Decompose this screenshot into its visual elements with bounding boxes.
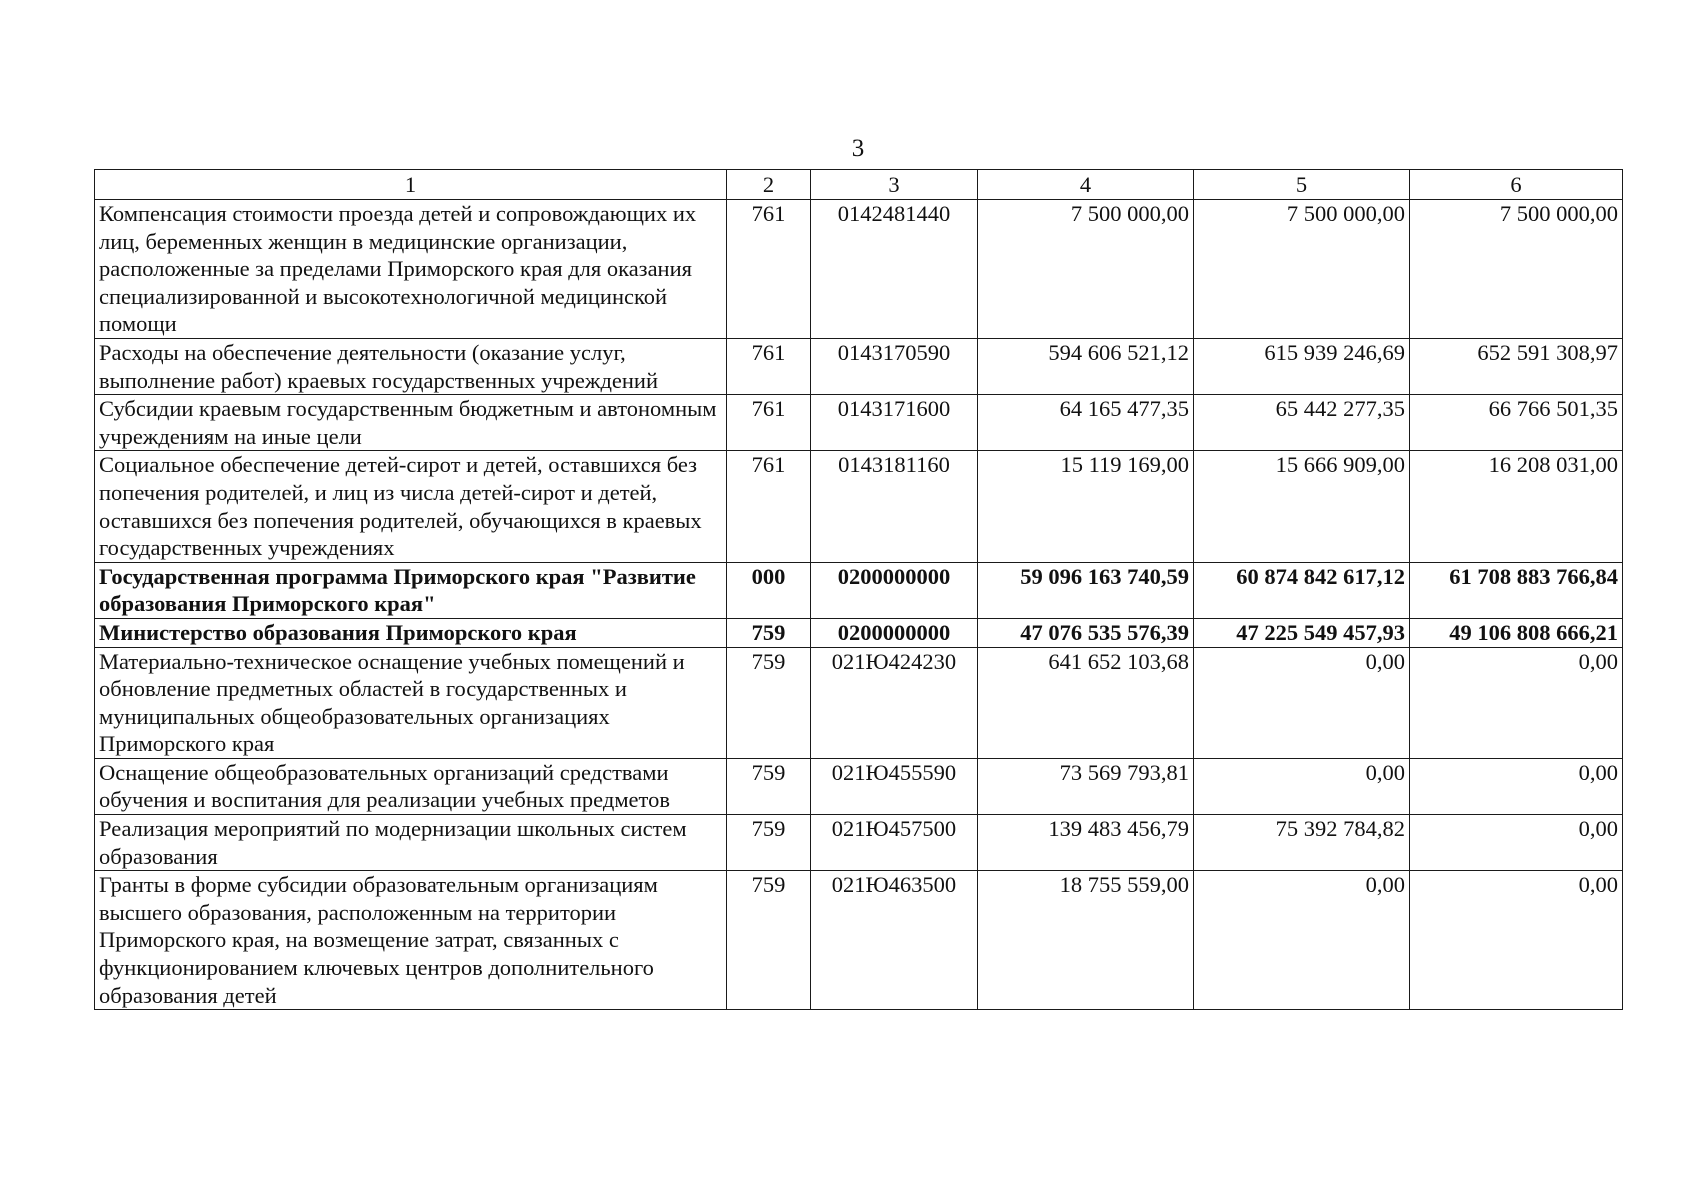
- amount-year1-cell: 73 569 793,81: [978, 758, 1194, 814]
- amount-year2-cell: 60 874 842 617,12: [1194, 562, 1410, 618]
- expenditure-name-cell: Компенсация стоимости проезда детей и сопровождающих их лиц, беременных женщин в медицинские организации, расположенные за пределами Приморского края для оказания специализированной и высокотехнологичной медицинской помощи: [95, 200, 727, 339]
- amount-year1-cell: 64 165 477,35: [978, 395, 1194, 451]
- amount-year2-cell: 0,00: [1194, 758, 1410, 814]
- department-code-cell: 761: [727, 200, 811, 339]
- column-numbers-row: [95, 170, 1623, 200]
- target-article-code-cell: 0142481440: [811, 200, 978, 339]
- amount-year1-cell: 47 076 535 576,39: [978, 618, 1194, 647]
- amount-year1-cell: 59 096 163 740,59: [978, 562, 1194, 618]
- expenditure-name-cell: Социальное обеспечение детей-сирот и детей, оставшихся без попечения родителей, и лиц из числа детей-сирот и детей, оставшихся без попечения родителей, обучающихся в краевых государственных учреждениях: [95, 451, 727, 562]
- expenditure-name-cell: Реализация мероприятий по модернизации школьных систем образования: [95, 815, 727, 871]
- expenditure-name-cell: Расходы на обеспечение деятельности (оказание услуг, выполнение работ) краевых государственных учреждений: [95, 338, 727, 394]
- amount-year2-cell: 75 392 784,82: [1194, 815, 1410, 871]
- amount-year3-cell: 49 106 808 666,21: [1410, 618, 1623, 647]
- expenditure-name-cell: Государственная программа Приморского края "Развитие образования Приморского края": [95, 562, 727, 618]
- amount-year3-cell: 652 591 308,97: [1410, 338, 1623, 394]
- target-article-code-cell: 0143181160: [811, 451, 978, 562]
- target-article-code-cell: 021Ю457500: [811, 815, 978, 871]
- department-code-cell: 761: [727, 395, 811, 451]
- target-article-code-cell: 021Ю463500: [811, 871, 978, 1010]
- column-header: 3: [811, 170, 978, 200]
- target-article-code-cell: 0143171600: [811, 395, 978, 451]
- amount-year3-cell: 66 766 501,35: [1410, 395, 1623, 451]
- table-row: [95, 618, 1623, 647]
- amount-year1-cell: 594 606 521,12: [978, 338, 1194, 394]
- table-row: [95, 451, 1623, 562]
- expenditure-name-cell: Гранты в форме субсидии образовательным организациям высшего образования, расположенным на территории Приморского края, на возмещение затрат, связанных с функционированием ключевых центров дополнительного образования детей: [95, 871, 727, 1010]
- amount-year3-cell: 7 500 000,00: [1410, 200, 1623, 339]
- department-code-cell: 000: [727, 562, 811, 618]
- column-header: 2: [727, 170, 811, 200]
- page-number: 3: [851, 135, 865, 162]
- amount-year3-cell: 0,00: [1410, 647, 1623, 758]
- column-header: 1: [95, 170, 727, 200]
- amount-year2-cell: 47 225 549 457,93: [1194, 618, 1410, 647]
- table-body: [95, 200, 1623, 1010]
- target-article-code-cell: 021Ю424230: [811, 647, 978, 758]
- expenditure-name-cell: Субсидии краевым государственным бюджетным и автономным учреждениям на иные цели: [95, 395, 727, 451]
- column-header: 5: [1194, 170, 1410, 200]
- amount-year2-cell: 0,00: [1194, 871, 1410, 1010]
- expenditure-name-cell: Материально-техническое оснащение учебных помещений и обновление предметных областей в государственных и муниципальных общеобразовательных организациях Приморского края: [95, 647, 727, 758]
- amount-year1-cell: 7 500 000,00: [978, 200, 1194, 339]
- amount-year3-cell: 0,00: [1410, 758, 1623, 814]
- department-code-cell: 759: [727, 647, 811, 758]
- department-code-cell: 759: [727, 871, 811, 1010]
- amount-year1-cell: 641 652 103,68: [978, 647, 1194, 758]
- table-row: [95, 200, 1623, 339]
- amount-year1-cell: 18 755 559,00: [978, 871, 1194, 1010]
- target-article-code-cell: 0200000000: [811, 562, 978, 618]
- department-code-cell: 761: [727, 338, 811, 394]
- target-article-code-cell: 0143170590: [811, 338, 978, 394]
- amount-year1-cell: 15 119 169,00: [978, 451, 1194, 562]
- department-code-cell: 759: [727, 618, 811, 647]
- table-row: [95, 562, 1623, 618]
- table-row: [95, 395, 1623, 451]
- budget-table: [94, 169, 1623, 1010]
- amount-year3-cell: 61 708 883 766,84: [1410, 562, 1623, 618]
- amount-year2-cell: 615 939 246,69: [1194, 338, 1410, 394]
- amount-year2-cell: 65 442 277,35: [1194, 395, 1410, 451]
- department-code-cell: 759: [727, 758, 811, 814]
- amount-year3-cell: 16 208 031,00: [1410, 451, 1623, 562]
- column-header: 6: [1410, 170, 1623, 200]
- amount-year2-cell: 0,00: [1194, 647, 1410, 758]
- table-row: [95, 338, 1623, 394]
- department-code-cell: 761: [727, 451, 811, 562]
- table-row: [95, 815, 1623, 871]
- amount-year2-cell: 15 666 909,00: [1194, 451, 1410, 562]
- amount-year3-cell: 0,00: [1410, 871, 1623, 1010]
- expenditure-name-cell: Оснащение общеобразовательных организаций средствами обучения и воспитания для реализации учебных предметов: [95, 758, 727, 814]
- column-header: 4: [978, 170, 1194, 200]
- amount-year1-cell: 139 483 456,79: [978, 815, 1194, 871]
- target-article-code-cell: 0200000000: [811, 618, 978, 647]
- target-article-code-cell: 021Ю455590: [811, 758, 978, 814]
- table-row: [95, 758, 1623, 814]
- amount-year3-cell: 0,00: [1410, 815, 1623, 871]
- department-code-cell: 759: [727, 815, 811, 871]
- amount-year2-cell: 7 500 000,00: [1194, 200, 1410, 339]
- table-row: [95, 871, 1623, 1010]
- expenditure-name-cell: Министерство образования Приморского края: [95, 618, 727, 647]
- table-row: [95, 647, 1623, 758]
